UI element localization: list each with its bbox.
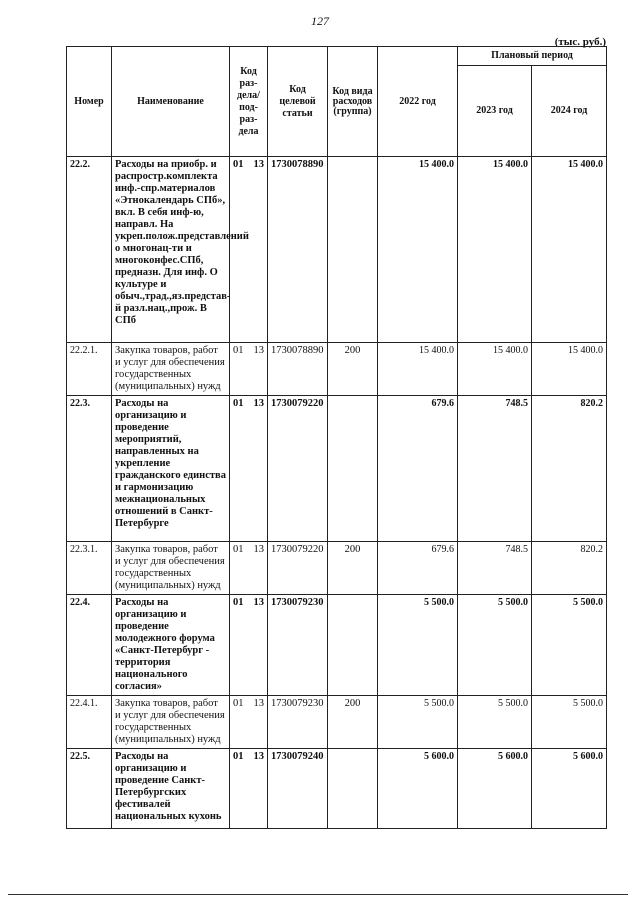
- table-row: [67, 595, 607, 696]
- row-expense-type: 200: [328, 696, 378, 749]
- row-number: 22.2.1.: [67, 343, 112, 396]
- row-target-code: 1730079230: [268, 696, 328, 749]
- header-target-code: Код целевой статьи: [268, 47, 328, 157]
- row-name: Закупка товаров, работ и услуг для обеспечения государственных (муниципальных) нужд: [112, 696, 230, 749]
- row-amount-2023: 5 600.0: [458, 749, 532, 829]
- row-target-code: 1730079220: [268, 396, 328, 542]
- row-amount-2023: 15 400.0: [458, 157, 532, 343]
- subsection-code: 13: [253, 597, 264, 608]
- row-amount-2022: 679.6: [378, 396, 458, 542]
- row-amount-2024: 820.2: [532, 542, 607, 595]
- row-number: 22.4.1.: [67, 696, 112, 749]
- subsection-code: 13: [253, 159, 264, 170]
- subsection-code: 13: [253, 398, 264, 409]
- footer-rule: [8, 894, 628, 895]
- row-number: 22.3.1.: [67, 542, 112, 595]
- row-expense-type: [328, 157, 378, 343]
- header-name: Наименование: [112, 47, 230, 157]
- section-code: 01: [233, 751, 244, 762]
- units-label: (тыс. руб.): [554, 36, 606, 48]
- section-code: 01: [233, 159, 244, 170]
- row-amount-2024: 5 500.0: [532, 696, 607, 749]
- header-year-2022: 2022 год: [378, 47, 458, 157]
- table-row: [67, 749, 607, 829]
- row-amount-2024: 15 400.0: [532, 343, 607, 396]
- row-amount-2023: 5 500.0: [458, 595, 532, 696]
- row-section-code: [230, 749, 268, 829]
- row-number: 22.5.: [67, 749, 112, 829]
- row-name: Расходы на организацию и проведение молодежного форума «Санкт-Петербург - территория национального согласия»: [112, 595, 230, 696]
- row-target-code: 1730078890: [268, 343, 328, 396]
- subsection-code: 13: [253, 544, 264, 555]
- subsection-code: 13: [253, 751, 264, 762]
- header-section-code: Код раз-дела/ под-раз-дела: [230, 47, 268, 157]
- header-number: Номер: [67, 47, 112, 157]
- row-amount-2022: 5 600.0: [378, 749, 458, 829]
- row-name: Закупка товаров, работ и услуг для обеспечения государственных (муниципальных) нужд: [112, 343, 230, 396]
- row-name: Закупка товаров, работ и услуг для обеспечения государственных (муниципальных) нужд: [112, 542, 230, 595]
- table-row: [67, 343, 607, 396]
- row-amount-2022: 5 500.0: [378, 595, 458, 696]
- row-amount-2022: 15 400.0: [378, 157, 458, 343]
- row-section-code: [230, 696, 268, 749]
- row-amount-2022: 15 400.0: [378, 343, 458, 396]
- row-target-code: 1730078890: [268, 157, 328, 343]
- row-section-code: [230, 157, 268, 343]
- row-expense-type: [328, 749, 378, 829]
- section-code: 01: [233, 544, 244, 555]
- row-amount-2022: 5 500.0: [378, 696, 458, 749]
- subsection-code: 13: [253, 345, 264, 356]
- row-expense-type: 200: [328, 343, 378, 396]
- row-amount-2023: 15 400.0: [458, 343, 532, 396]
- row-amount-2024: 5 500.0: [532, 595, 607, 696]
- row-expense-type: 200: [328, 542, 378, 595]
- budget-table: [66, 46, 607, 829]
- row-section-code: [230, 396, 268, 542]
- row-expense-type: [328, 595, 378, 696]
- table-row: [67, 696, 607, 749]
- header-planned-period: Плановый период: [458, 47, 607, 66]
- row-name: Расходы на организацию и проведение Санкт-Петербургских фестивалей национальных кухонь: [112, 749, 230, 829]
- subsection-code: 13: [253, 698, 264, 709]
- table-row: [67, 396, 607, 542]
- row-name: Расходы на организацию и проведение мероприятий, направленных на укрепление гражданского единства и гармонизацию межнациональных отношений в Санкт-Петербурге: [112, 396, 230, 542]
- row-target-code: 1730079240: [268, 749, 328, 829]
- row-amount-2023: 748.5: [458, 542, 532, 595]
- section-code: 01: [233, 345, 244, 356]
- section-code: 01: [233, 597, 244, 608]
- row-amount-2023: 5 500.0: [458, 696, 532, 749]
- row-section-code: [230, 343, 268, 396]
- row-name: Расходы на приобр. и распростр.комплекта инф.-спр.материалов «Этнокалендарь СПб», вкл. В себя инф-ю, направл. На укреп.полож.представлений о многонац-ти и многоконфес.СПб, предназн. Для инф. О культуре и обыч.,трад.,яз.представ-й разл.нац.,прож. В СПб: [112, 157, 230, 343]
- row-number: 22.2.: [67, 157, 112, 343]
- row-expense-type: [328, 396, 378, 542]
- row-number: 22.3.: [67, 396, 112, 542]
- row-target-code: 1730079220: [268, 542, 328, 595]
- row-section-code: [230, 542, 268, 595]
- table-row: [67, 542, 607, 595]
- table-row: [67, 157, 607, 343]
- section-code: 01: [233, 398, 244, 409]
- row-amount-2024: 15 400.0: [532, 157, 607, 343]
- row-amount-2024: 820.2: [532, 396, 607, 542]
- row-target-code: 1730079230: [268, 595, 328, 696]
- row-section-code: [230, 595, 268, 696]
- section-code: 01: [233, 698, 244, 709]
- header-year-2023: 2023 год: [458, 66, 532, 157]
- row-amount-2024: 5 600.0: [532, 749, 607, 829]
- row-amount-2022: 679.6: [378, 542, 458, 595]
- row-number: 22.4.: [67, 595, 112, 696]
- page-number: 127: [311, 14, 329, 28]
- header-year-2024: 2024 год: [532, 66, 607, 157]
- row-amount-2023: 748.5: [458, 396, 532, 542]
- header-expense-type: Код вида расходов (группа): [328, 47, 378, 157]
